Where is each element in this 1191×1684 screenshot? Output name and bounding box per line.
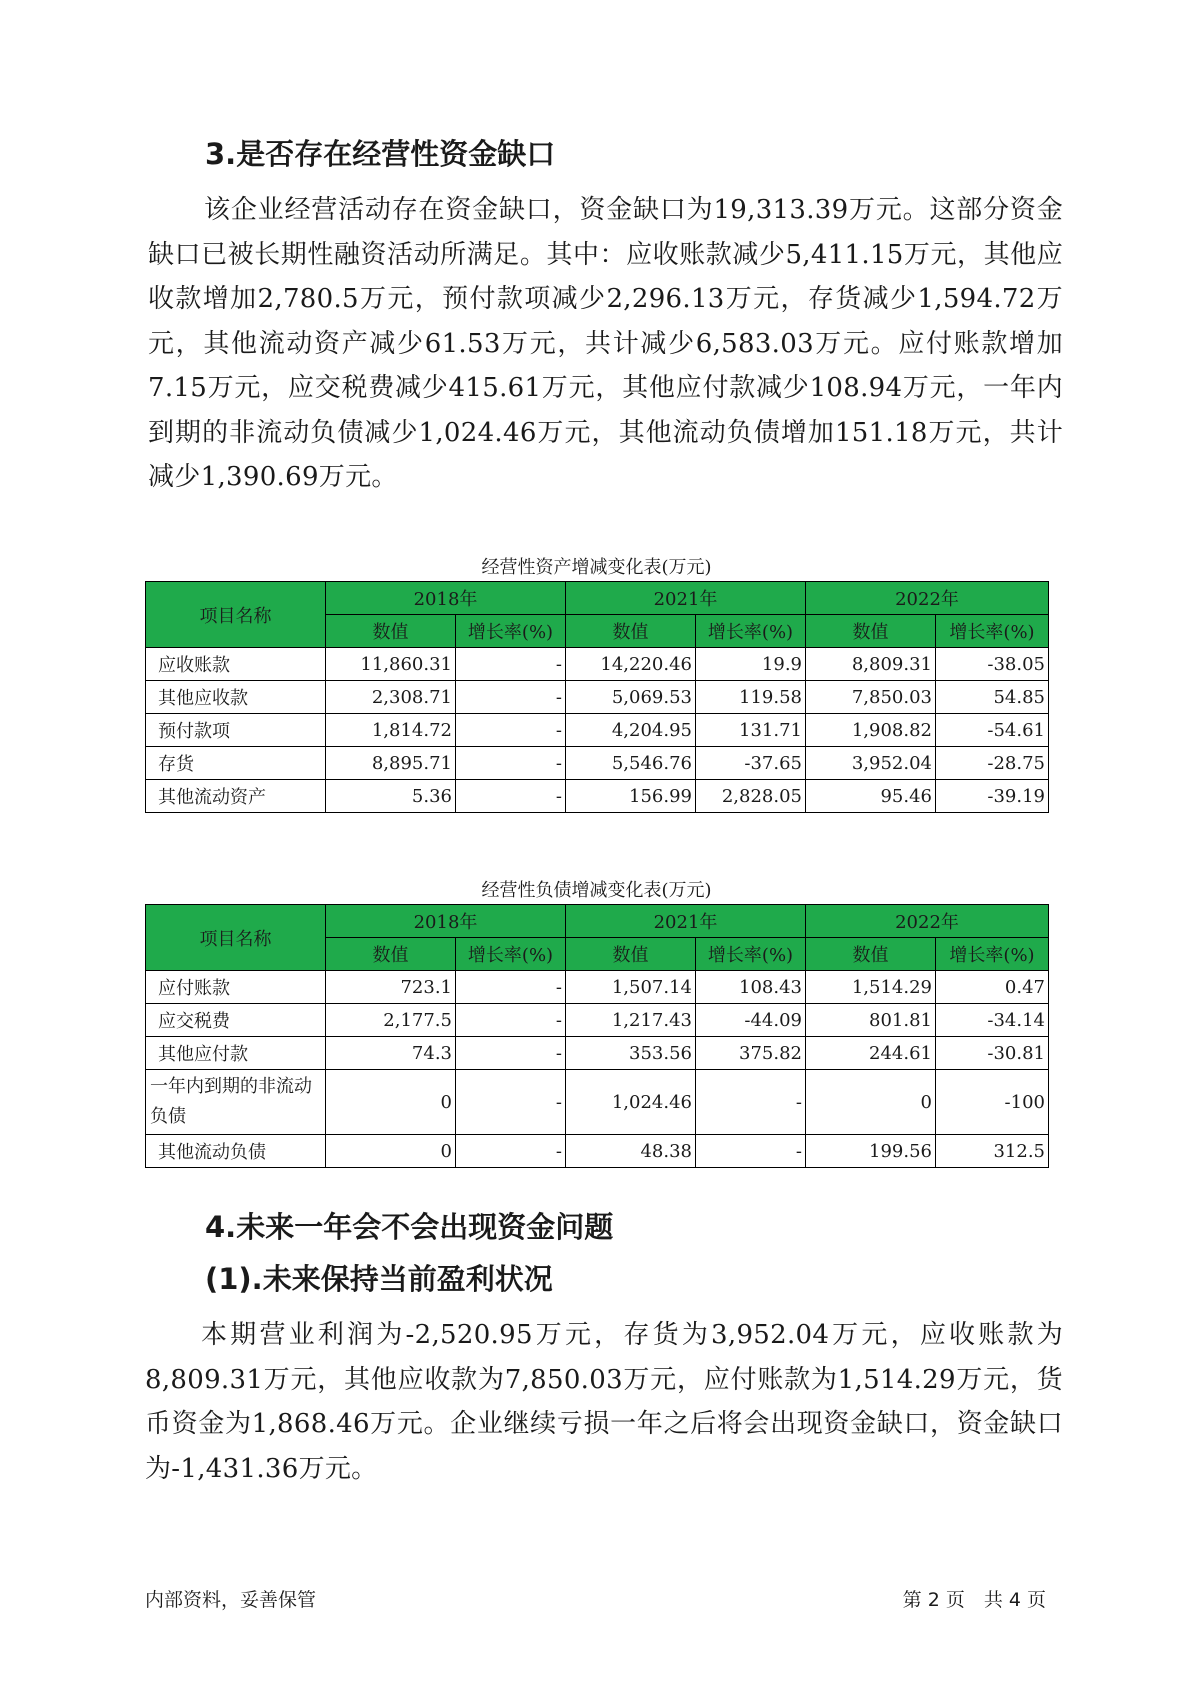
table-row — [146, 747, 1049, 780]
growth-rate-cell: 0.47 — [936, 971, 1049, 1004]
table-row — [146, 1037, 1049, 1070]
growth-rate-header: 增长率(%) — [936, 938, 1049, 971]
value-cell: 0 — [806, 1070, 936, 1135]
growth-rate-cell: 19.9 — [696, 648, 806, 681]
value-cell: 48.38 — [566, 1135, 696, 1168]
table-row — [146, 1135, 1049, 1168]
growth-rate-cell: -37.65 — [696, 747, 806, 780]
value-header: 数值 — [566, 938, 696, 971]
value-header: 数值 — [326, 615, 456, 648]
growth-rate-header: 增长率(%) — [456, 938, 566, 971]
year-header: 2018年 — [326, 582, 566, 615]
growth-rate-cell: - — [696, 1070, 806, 1135]
value-cell: 3,952.04 — [806, 747, 936, 780]
value-header: 数值 — [806, 615, 936, 648]
row-label: 应交税费 — [146, 1004, 326, 1037]
year-header: 2021年 — [566, 582, 806, 615]
growth-rate-cell: - — [456, 1135, 566, 1168]
growth-rate-cell: -38.05 — [936, 648, 1049, 681]
value-cell: 2,308.71 — [326, 681, 456, 714]
value-cell: 0 — [326, 1135, 456, 1168]
growth-rate-cell: - — [456, 971, 566, 1004]
growth-rate-cell: - — [456, 780, 566, 813]
growth-rate-cell: - — [456, 1070, 566, 1135]
assets-table — [145, 581, 1049, 813]
section3-heading: 3.是否存在经营性资金缺口 — [205, 137, 556, 171]
table-row — [146, 971, 1049, 1004]
value-cell: 1,514.29 — [806, 971, 936, 1004]
footer-page-number: 第 2 页 共 4 页 — [902, 1589, 1046, 1611]
value-header: 数值 — [806, 938, 936, 971]
table-header-row — [146, 905, 1049, 938]
row-label: 应收账款 — [146, 648, 326, 681]
growth-rate-cell: - — [456, 1004, 566, 1037]
growth-rate-header: 增长率(%) — [936, 615, 1049, 648]
row-label: 一年内到期的非流动负债 — [146, 1070, 326, 1135]
table-header-row — [146, 582, 1049, 615]
value-cell: 5,069.53 — [566, 681, 696, 714]
liabilities-table — [145, 904, 1049, 1168]
growth-rate-cell: -30.81 — [936, 1037, 1049, 1070]
value-cell: 801.81 — [806, 1004, 936, 1037]
growth-rate-cell: -44.09 — [696, 1004, 806, 1037]
growth-rate-cell: - — [696, 1135, 806, 1168]
row-label: 存货 — [146, 747, 326, 780]
value-cell: 5.36 — [326, 780, 456, 813]
year-header: 2018年 — [326, 905, 566, 938]
value-cell: 1,024.46 — [566, 1070, 696, 1135]
value-cell: 723.1 — [326, 971, 456, 1004]
value-cell: 199.56 — [806, 1135, 936, 1168]
value-cell: 1,217.43 — [566, 1004, 696, 1037]
value-cell: 11,860.31 — [326, 648, 456, 681]
item-name-header: 项目名称 — [146, 582, 326, 648]
growth-rate-cell: - — [456, 1037, 566, 1070]
footer-confidential-note: 内部资料，妥善保管 — [145, 1589, 317, 1611]
growth-rate-cell: -100 — [936, 1070, 1049, 1135]
growth-rate-cell: - — [456, 714, 566, 747]
growth-rate-header: 增长率(%) — [456, 615, 566, 648]
value-cell: 74.3 — [326, 1037, 456, 1070]
table-row — [146, 1070, 1049, 1135]
value-cell: 1,908.82 — [806, 714, 936, 747]
value-cell: 1,814.72 — [326, 714, 456, 747]
assets-table-caption: 经营性资产增减变化表(万元) — [481, 557, 712, 578]
growth-rate-cell: - — [456, 648, 566, 681]
row-label: 其他应收款 — [146, 681, 326, 714]
growth-rate-cell: 108.43 — [696, 971, 806, 1004]
growth-rate-cell: 119.58 — [696, 681, 806, 714]
value-cell: 5,546.76 — [566, 747, 696, 780]
growth-rate-cell: 54.85 — [936, 681, 1049, 714]
table-row — [146, 714, 1049, 747]
liabilities-table-caption: 经营性负债增减变化表(万元) — [481, 880, 712, 901]
value-cell: 8,895.71 — [326, 747, 456, 780]
value-cell: 0 — [326, 1070, 456, 1135]
section4-paragraph: 本期营业利润为-2,520.95万元，存货为3,952.04万元，应收账款为8,809.31万元，其他应收款为7,850.03万元，应付账款为1,514.29万元，货币资金为1,868.46万元。企业继续亏损一年之后将会出现资金缺口，资金缺口为-1,431.36万元。 — [145, 1320, 1063, 1484]
value-cell: 8,809.31 — [806, 648, 936, 681]
row-label: 其他应付款 — [146, 1037, 326, 1070]
growth-rate-cell: 375.82 — [696, 1037, 806, 1070]
section4-heading: 4.未来一年会不会出现资金问题 — [205, 1210, 614, 1244]
value-cell: 14,220.46 — [566, 648, 696, 681]
growth-rate-cell: 131.71 — [696, 714, 806, 747]
table-row — [146, 681, 1049, 714]
row-label: 其他流动负债 — [146, 1135, 326, 1168]
row-label: 预付款项 — [146, 714, 326, 747]
table-row — [146, 780, 1049, 813]
table-row — [146, 1004, 1049, 1037]
value-cell: 1,507.14 — [566, 971, 696, 1004]
table-row — [146, 648, 1049, 681]
value-cell: 4,204.95 — [566, 714, 696, 747]
value-cell: 2,177.5 — [326, 1004, 456, 1037]
year-header: 2022年 — [806, 905, 1049, 938]
growth-rate-cell: 2,828.05 — [696, 780, 806, 813]
growth-rate-cell: - — [456, 747, 566, 780]
value-cell: 156.99 — [566, 780, 696, 813]
year-header: 2022年 — [806, 582, 1049, 615]
growth-rate-cell: -54.61 — [936, 714, 1049, 747]
value-cell: 95.46 — [806, 780, 936, 813]
section3-paragraph: 该企业经营活动存在资金缺口，资金缺口为19,313.39万元。这部分资金缺口已被长期性融资活动所满足。其中：应收账款减少5,411.15万元，其他应收款增加2,780.5万元，预付款项减少2,296.13万元，存货减少1,594.72万元，其他流动资产减少61.53万元，共计减少6,583.03万元。应付账款增加7.15万元，应交税费减少415.61万元，其他应付款减少108.94万元，一年内到期的非流动负债减少1,024.46万元，其他流动负债增加151.18万元，共计减少1,390.69万元。 — [148, 195, 1063, 492]
row-label: 其他流动资产 — [146, 780, 326, 813]
value-cell: 353.56 — [566, 1037, 696, 1070]
growth-rate-cell: 312.5 — [936, 1135, 1049, 1168]
year-header: 2021年 — [566, 905, 806, 938]
value-cell: 7,850.03 — [806, 681, 936, 714]
value-header: 数值 — [326, 938, 456, 971]
growth-rate-header: 增长率(%) — [696, 938, 806, 971]
growth-rate-header: 增长率(%) — [696, 615, 806, 648]
item-name-header: 项目名称 — [146, 905, 326, 971]
growth-rate-cell: -39.19 — [936, 780, 1049, 813]
value-cell: 244.61 — [806, 1037, 936, 1070]
growth-rate-cell: -34.14 — [936, 1004, 1049, 1037]
section4-subheading: (1).未来保持当前盈利状况 — [205, 1262, 553, 1296]
growth-rate-cell: -28.75 — [936, 747, 1049, 780]
row-label: 应付账款 — [146, 971, 326, 1004]
growth-rate-cell: - — [456, 681, 566, 714]
value-header: 数值 — [566, 615, 696, 648]
